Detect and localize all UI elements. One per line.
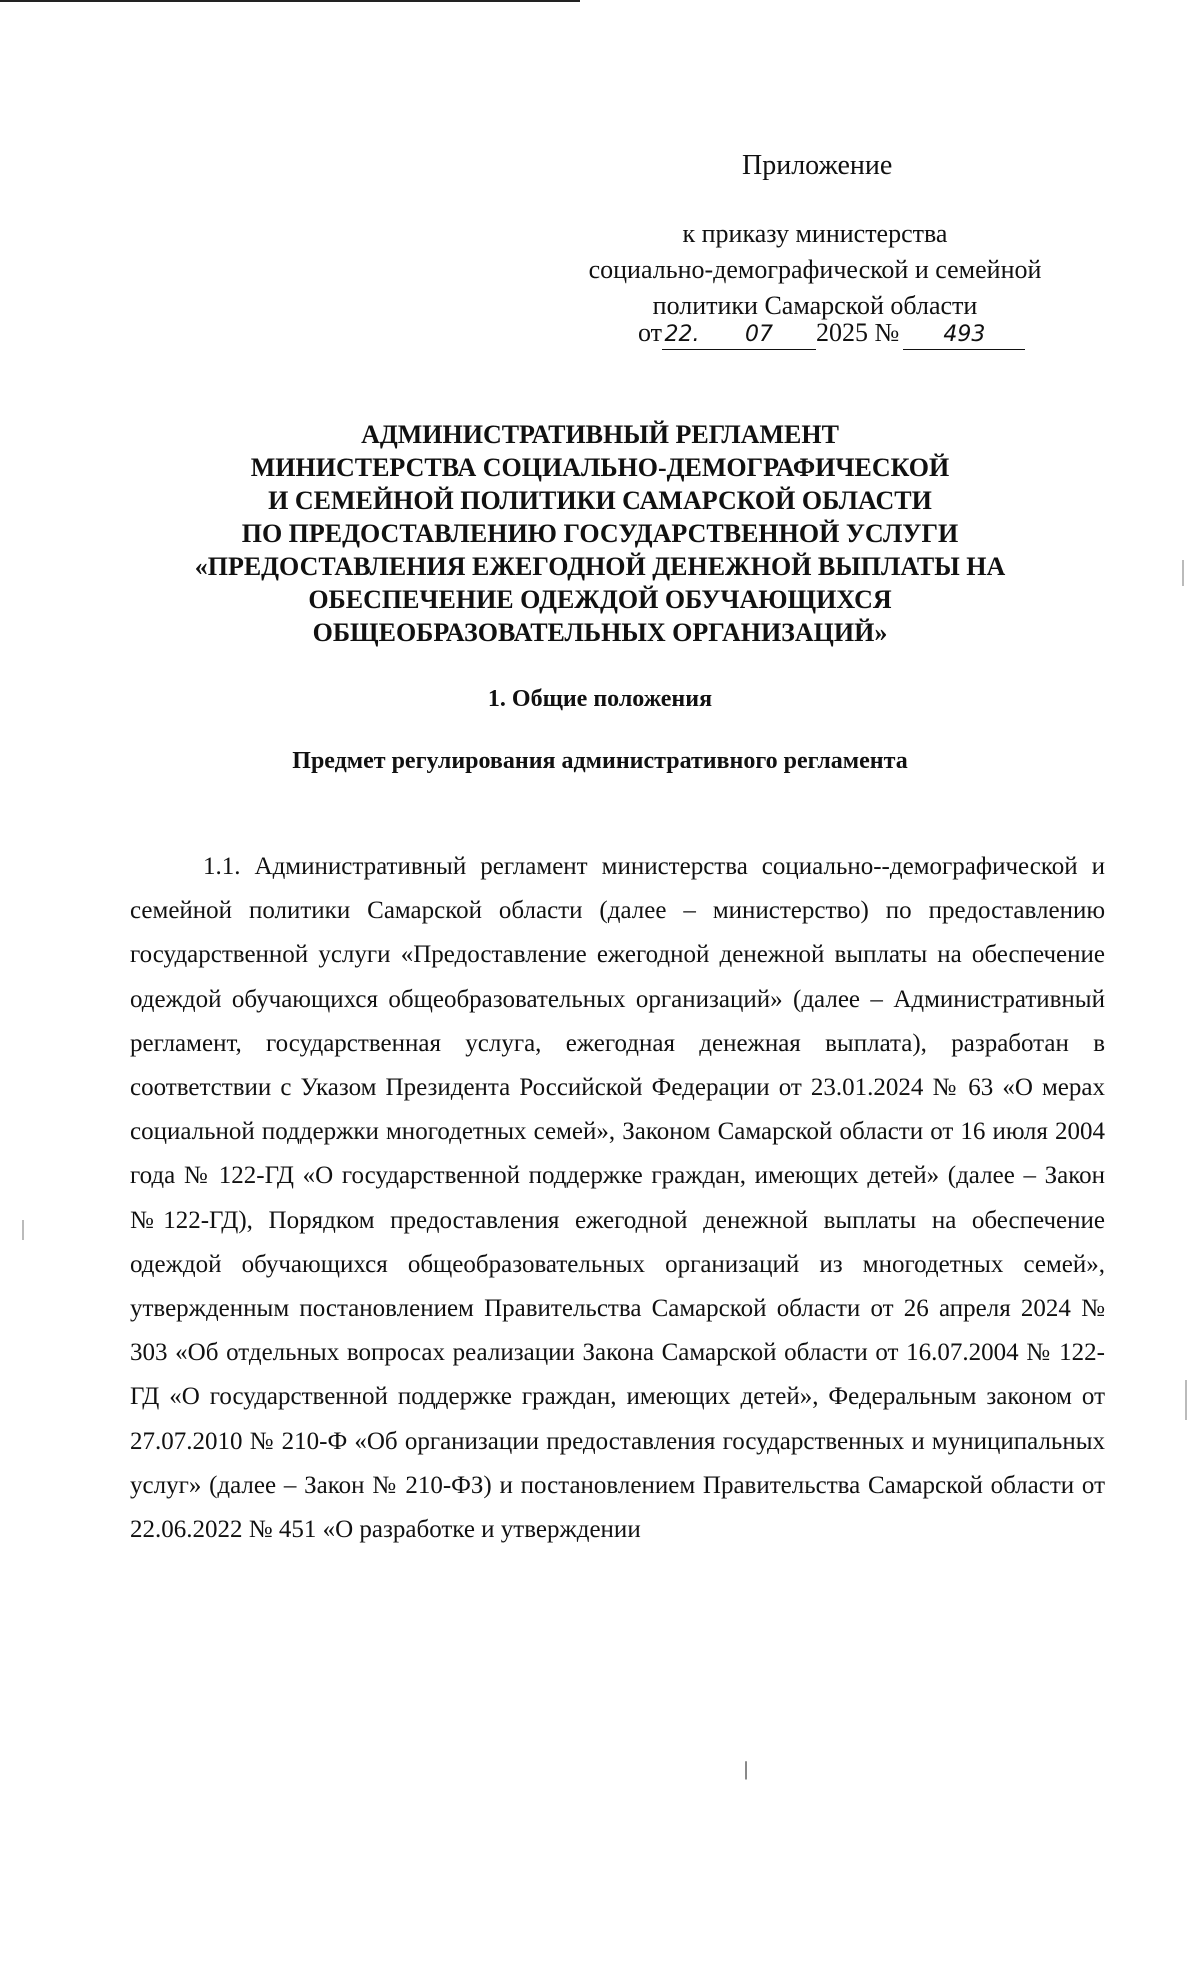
appendix-reference [570, 216, 1060, 324]
section-heading: 1. Общие положения [487, 686, 713, 712]
title-line: МИНИСТЕРСТВА СОЦИАЛЬНО-ДЕМОГРАФИЧЕСКОЙ [250, 453, 950, 482]
title-line: АДМИНИСТРАТИВНЫЙ РЕГЛАМЕНТ [361, 420, 839, 449]
title-line: ОБЩЕОБРАЗОВАТЕЛЬНЫХ ОРГАНИЗАЦИЙ» [312, 618, 888, 647]
appendix-line: политики Самарской области [652, 291, 978, 320]
order-prefix: от [638, 318, 663, 347]
title-line: ПО ПРЕДОСТАВЛЕНИЮ ГОСУДАРСТВЕННОЙ УСЛУГИ [241, 519, 959, 548]
handwritten-order-number: 493 [903, 321, 1025, 350]
appendix-line: к приказу министерства [682, 219, 948, 248]
scan-edge-mark [1185, 1380, 1187, 1420]
subsection-heading: Предмет регулирования административного регламента [292, 748, 908, 774]
title-line: И СЕМЕЙНОЙ ПОЛИТИКИ САМАРСКОЙ ОБЛАСТИ [268, 486, 932, 515]
appendix-line: социально-демографической и семейной [588, 255, 1042, 284]
handwritten-order-month: 07 [702, 321, 816, 350]
handwritten-order-day: 22. [662, 321, 702, 350]
scan-edge-mark [22, 1220, 24, 1240]
scan-edge-mark [1182, 560, 1184, 586]
order-year-text: 2025 № [816, 318, 900, 347]
title-line: ОБЕСПЕЧЕНИЕ ОДЕЖДОЙ ОБУЧАЮЩИХСЯ [308, 585, 892, 614]
appendix-title: Приложение [742, 150, 893, 181]
scan-top-edge-line [0, 0, 580, 2]
order-date-number-line [638, 318, 1025, 350]
paragraph-1-1: 1.1. Административный регламент министерства социально--демографической и семейной политики Самарской области (далее – министерство) по предоставлению государственной услуги «Предоставление ежегодной денежной выплаты на обеспечение одеждой обучающихся общеобразовательных организаций» (далее – Административный регламент, государственная услуга, ежегодная денежная выплата), разработан в соответствии с Указом Президента Российской Федерации от 23.01.2024 № 63 «О мерах социальной поддержки многодетных семей», Законом Самарской области от 16 июля 2004 года № 122-ГД «О государственной поддержке граждан, имеющих детей» (далее – Закон №122-ГД), Порядком предоставления ежегодной денежной выплаты на обеспечение одеждой обучающихся общеобразовательных организаций из многодетных семей», утвержденным постановлением Правительства Самарской области от 26 апреля 2024 № 303 «Об отдельных вопросах реализации Закона Самарской области от 16.07.2004 № 122-ГД «О государственной поддержке граждан, имеющих детей», Федеральным законом от 27.07.2010 № 210-Ф «Об организации предоставления государственных и муниципальных услуг» (далее – Закон № 210-ФЗ) и постановлением Правительства Самарской области от 22.06.2022 № 451 «О разработке и утверждении [130, 853, 1105, 1544]
document-title [150, 418, 1050, 649]
page-number-mark: | [744, 1758, 749, 1780]
title-line: «ПРЕДОСТАВЛЕНИЯ ЕЖЕГОДНОЙ ДЕНЕЖНОЙ ВЫПЛАТЫ НА [194, 552, 1006, 581]
